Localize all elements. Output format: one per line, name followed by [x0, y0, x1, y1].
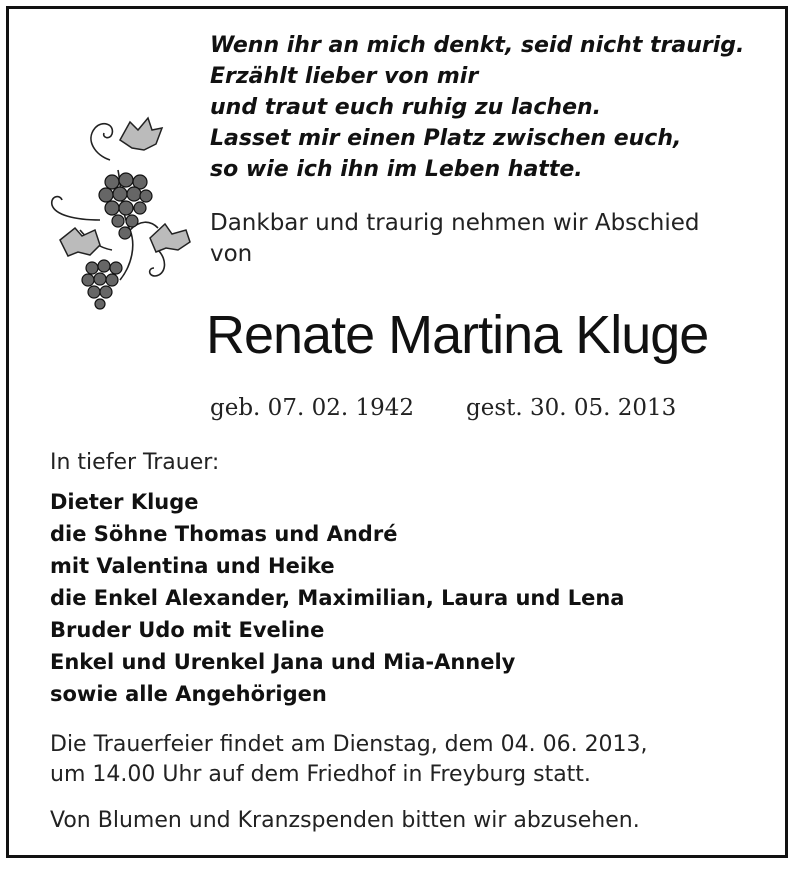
- mourner-line: Dieter Kluge: [50, 490, 199, 514]
- poem-line: Lasset mir einen Platz zwischen euch,: [210, 126, 682, 151]
- intro-line: von: [210, 241, 253, 267]
- mourner-line: die Söhne Thomas und André: [50, 522, 398, 546]
- service-line: um 14.00 Uhr auf dem Friedhof in Freyburg statt.: [50, 762, 591, 787]
- flowers-note: Von Blumen und Kranzspenden bitten wir abzusehen.: [50, 808, 640, 833]
- death-date: gest. 30. 05. 2013: [466, 395, 677, 421]
- birth-date: geb. 07. 02. 1942: [210, 395, 414, 421]
- funeral-service-info: [50, 730, 770, 790]
- poem-line: Wenn ihr an mich denkt, seid nicht traurig.: [210, 33, 745, 58]
- poem-line: Erzählt lieber von mir: [210, 64, 479, 89]
- poem: [210, 30, 770, 185]
- mourner-line: mit Valentina und Heike: [50, 554, 335, 578]
- mourner-line: sowie alle Angehörigen: [50, 682, 327, 706]
- life-dates: [210, 390, 770, 426]
- mourning-label: In tiefer Trauer:: [50, 450, 220, 475]
- farewell-intro: [210, 208, 770, 270]
- mourner-line: die Enkel Alexander, Maximilian, Laura und Lena: [50, 586, 625, 610]
- poem-line: so wie ich ihn im Leben hatte.: [210, 157, 583, 182]
- mourner-line: Bruder Udo mit Eveline: [50, 618, 325, 642]
- mourner-line: Enkel und Urenkel Jana und Mia-Annely: [50, 650, 516, 674]
- intro-line: Dankbar und traurig nehmen wir Abschied: [210, 210, 700, 236]
- poem-line: und traut euch ruhig zu lachen.: [210, 95, 602, 120]
- mourners-list: [50, 486, 770, 710]
- grapevine-icon: [40, 100, 200, 330]
- service-line: Die Trauerfeier findet am Dienstag, dem 04. 06. 2013,: [50, 732, 648, 757]
- deceased-name: Renate Martina Kluge: [206, 305, 709, 365]
